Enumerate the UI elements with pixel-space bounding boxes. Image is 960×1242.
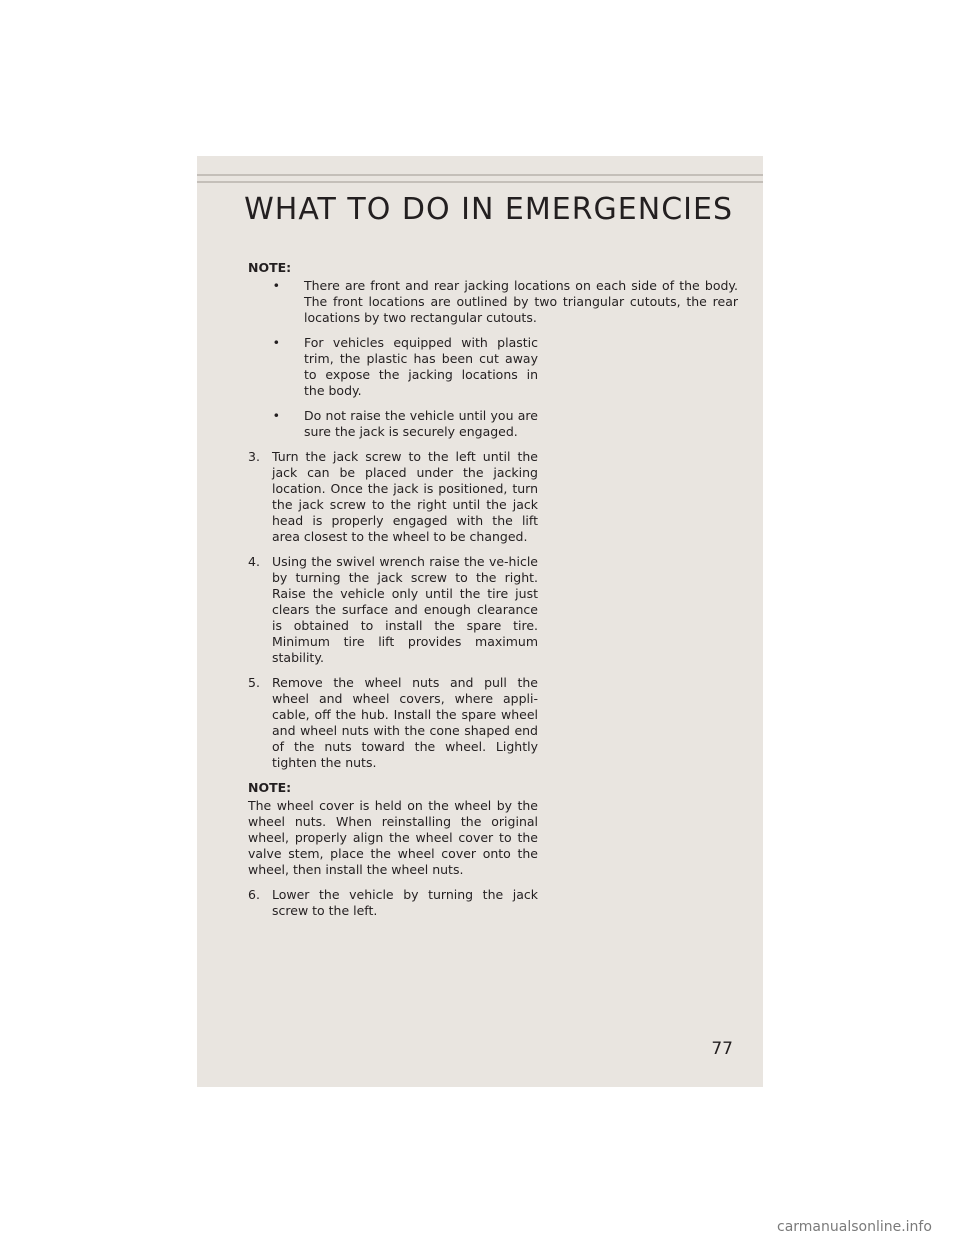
header-rule-top (197, 174, 763, 176)
step-text: Remove the wheel nuts and pull the wheel and wheel covers, where appli-cable, off the hub. Install the spare wheel and wheel nuts with the cone shaped end of the nuts toward the wheel. Lightly tighten the nuts. (272, 675, 538, 770)
header-rule-bottom (197, 181, 763, 183)
step-text: Using the swivel wrench raise the ve-hicle by turning the jack screw to the right. Raise the vehicle only until the tire just clears the surface and enough clearance is obtained to install the spare tire. Minimum tire lift provides maximum stability. (272, 554, 538, 665)
bullet-dot: • (272, 335, 280, 350)
step-text: Lower the vehicle by turning the jack screw to the left. (272, 887, 538, 918)
step-number: 5. (248, 675, 260, 690)
note-bullet (270, 278, 738, 326)
note-bullet-text: Do not raise the vehicle until you are sure the jack is securely engaged. (304, 408, 538, 439)
note-label: NOTE: (248, 780, 292, 795)
watermark-site: carmanualsonline.info (777, 1219, 932, 1235)
bullet-dot: • (272, 278, 280, 293)
narrow-column (248, 335, 538, 919)
note-bullet-text: There are front and rear jacking locations on each side of the body. The front locations are outlined by two triangular cutouts, the rear locations by two rectangular cutouts. (304, 278, 738, 325)
note-text: The wheel cover is held on the wheel by the wheel nuts. When reinstalling the original wheel, properly align the wheel cover to the valve stem, place the wheel cover onto the wheel, then install the wheel nuts. (248, 798, 538, 877)
step-number: 3. (248, 449, 260, 464)
step-number: 4. (248, 554, 260, 569)
step-item (248, 554, 538, 666)
note-bullet-text: For vehicles equipped with plastic trim, the plastic has been cut away to expose the jacking locations in the body. (304, 335, 538, 398)
note-bullet (270, 335, 538, 399)
step-item (248, 887, 538, 919)
note-bullet (270, 408, 538, 440)
bullet-dot: • (272, 408, 280, 423)
manual-page (197, 156, 763, 1087)
step-text: Turn the jack screw to the left until the jack can be placed under the jacking location. Once the jack is positioned, turn the jack screw to the right until the jack head is properly engaged with the lift area closest to the wheel to be changed. (272, 449, 538, 544)
note-label: NOTE: (248, 260, 292, 275)
step-item (248, 449, 538, 545)
page-body (248, 260, 738, 928)
step-item (248, 675, 538, 771)
page-number: 77 (711, 1039, 733, 1059)
section-title: WHAT TO DO IN EMERGENCIES (244, 192, 733, 227)
step-number: 6. (248, 887, 260, 902)
